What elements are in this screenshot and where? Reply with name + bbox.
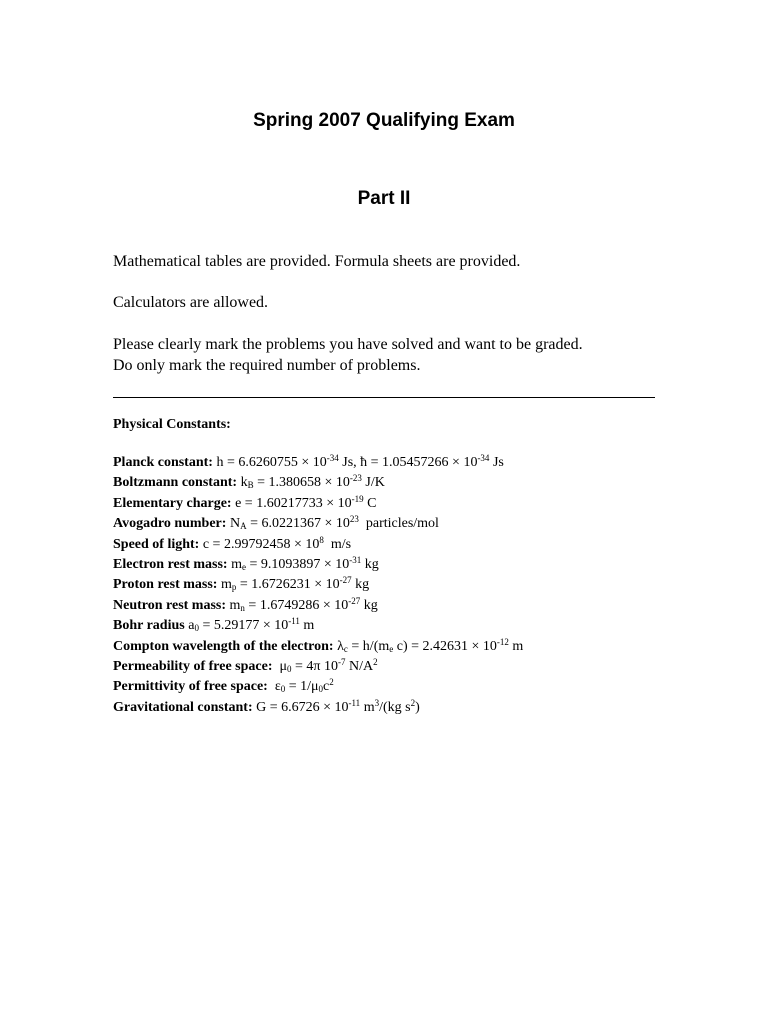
constant-label: Speed of light: [113, 536, 200, 552]
exam-title: Spring 2007 Qualifying Exam [253, 110, 515, 131]
constant-item [113, 657, 523, 677]
constant-item [113, 514, 523, 534]
constant-item [113, 535, 523, 555]
constant-item [113, 637, 523, 657]
constant-value: $a_0 = 5.29177 \times 10^{-11}$ m [188, 616, 315, 634]
instruction-marking [113, 334, 583, 376]
constants-list [113, 453, 523, 718]
constant-label: Proton rest mass: [113, 577, 218, 593]
constant-label: Avogadro number: [113, 516, 227, 532]
constant-label: Boltzmann constant: [113, 475, 238, 491]
constant-value: $N_A = 6.0221367 \times 10^{23}$ particles/mol [229, 514, 439, 532]
constant-value: $m_p = 1.6726231 \times 10^{-27}$ kg [220, 575, 370, 593]
constant-item [113, 698, 523, 718]
constant-label: Bohr radius [113, 618, 185, 634]
constant-value: $e = 1.60217733 \times 10^{-19}$ C [235, 493, 377, 511]
constant-value: $c = 2.99792458 \times 10^8$ m/s [202, 534, 352, 552]
constant-value: $\mu_0 = 4\pi$ $10^{-7}$ $N/A^2$ [276, 657, 378, 675]
instruction-calculators: Calculators are allowed. [113, 294, 269, 311]
constant-value: $G = 6.6726 \times 10^{-11}$ $m^3/(kg$ $s^2$) [256, 697, 420, 715]
constant-label: Elementary charge: [113, 495, 232, 511]
constant-label: Electron rest mass: [113, 557, 228, 573]
instruction-marking-line1: Please clearly mark the problems you have solved and want to be graded. [113, 336, 583, 353]
constant-label: Planck constant: [113, 455, 213, 470]
constant-item [113, 555, 523, 575]
constant-value: $\lambda_c = h/(m_e$ $c) = 2.42631 \times 10^{-12}$ m [337, 636, 524, 654]
constant-item [113, 473, 523, 493]
constant-value: $k_B = 1.380658 \times 10^{-23}$ J/K [240, 473, 385, 491]
constant-value: $h = 6.6260755 \times 10^{-34}$ Js, ħ = $1.05457266 \times 10^{-34}$ Js [216, 453, 504, 470]
instruction-marking-line2: Do only mark the required number of problems. [113, 357, 421, 374]
constant-item [113, 453, 523, 473]
constant-item [113, 616, 523, 636]
constant-label: Gravitational constant: [113, 699, 253, 715]
constants-heading: Physical Constants: [113, 417, 231, 432]
constant-label: Permittivity of free space: [113, 679, 268, 695]
constant-item [113, 575, 523, 595]
constant-value: $m_e = 9.1093897 \times 10^{-31}$ kg [231, 555, 379, 573]
constant-label: Compton wavelength of the electron: [113, 638, 334, 654]
constant-value: $\varepsilon_0 = 1/\mu_0c^2$ [271, 677, 334, 695]
constant-item [113, 494, 523, 514]
constant-label: Permeability of free space: [113, 659, 273, 675]
exam-part: Part II [357, 188, 411, 209]
constant-value: $m_n = 1.6749286 \times 10^{-27}$ kg [229, 595, 378, 613]
constant-item [113, 596, 523, 616]
horizontal-divider [113, 397, 655, 398]
constant-label: Neutron rest mass: [113, 597, 227, 613]
constant-item [113, 677, 523, 697]
instruction-tables: Mathematical tables are provided. Formula sheets are provided. [113, 253, 521, 270]
